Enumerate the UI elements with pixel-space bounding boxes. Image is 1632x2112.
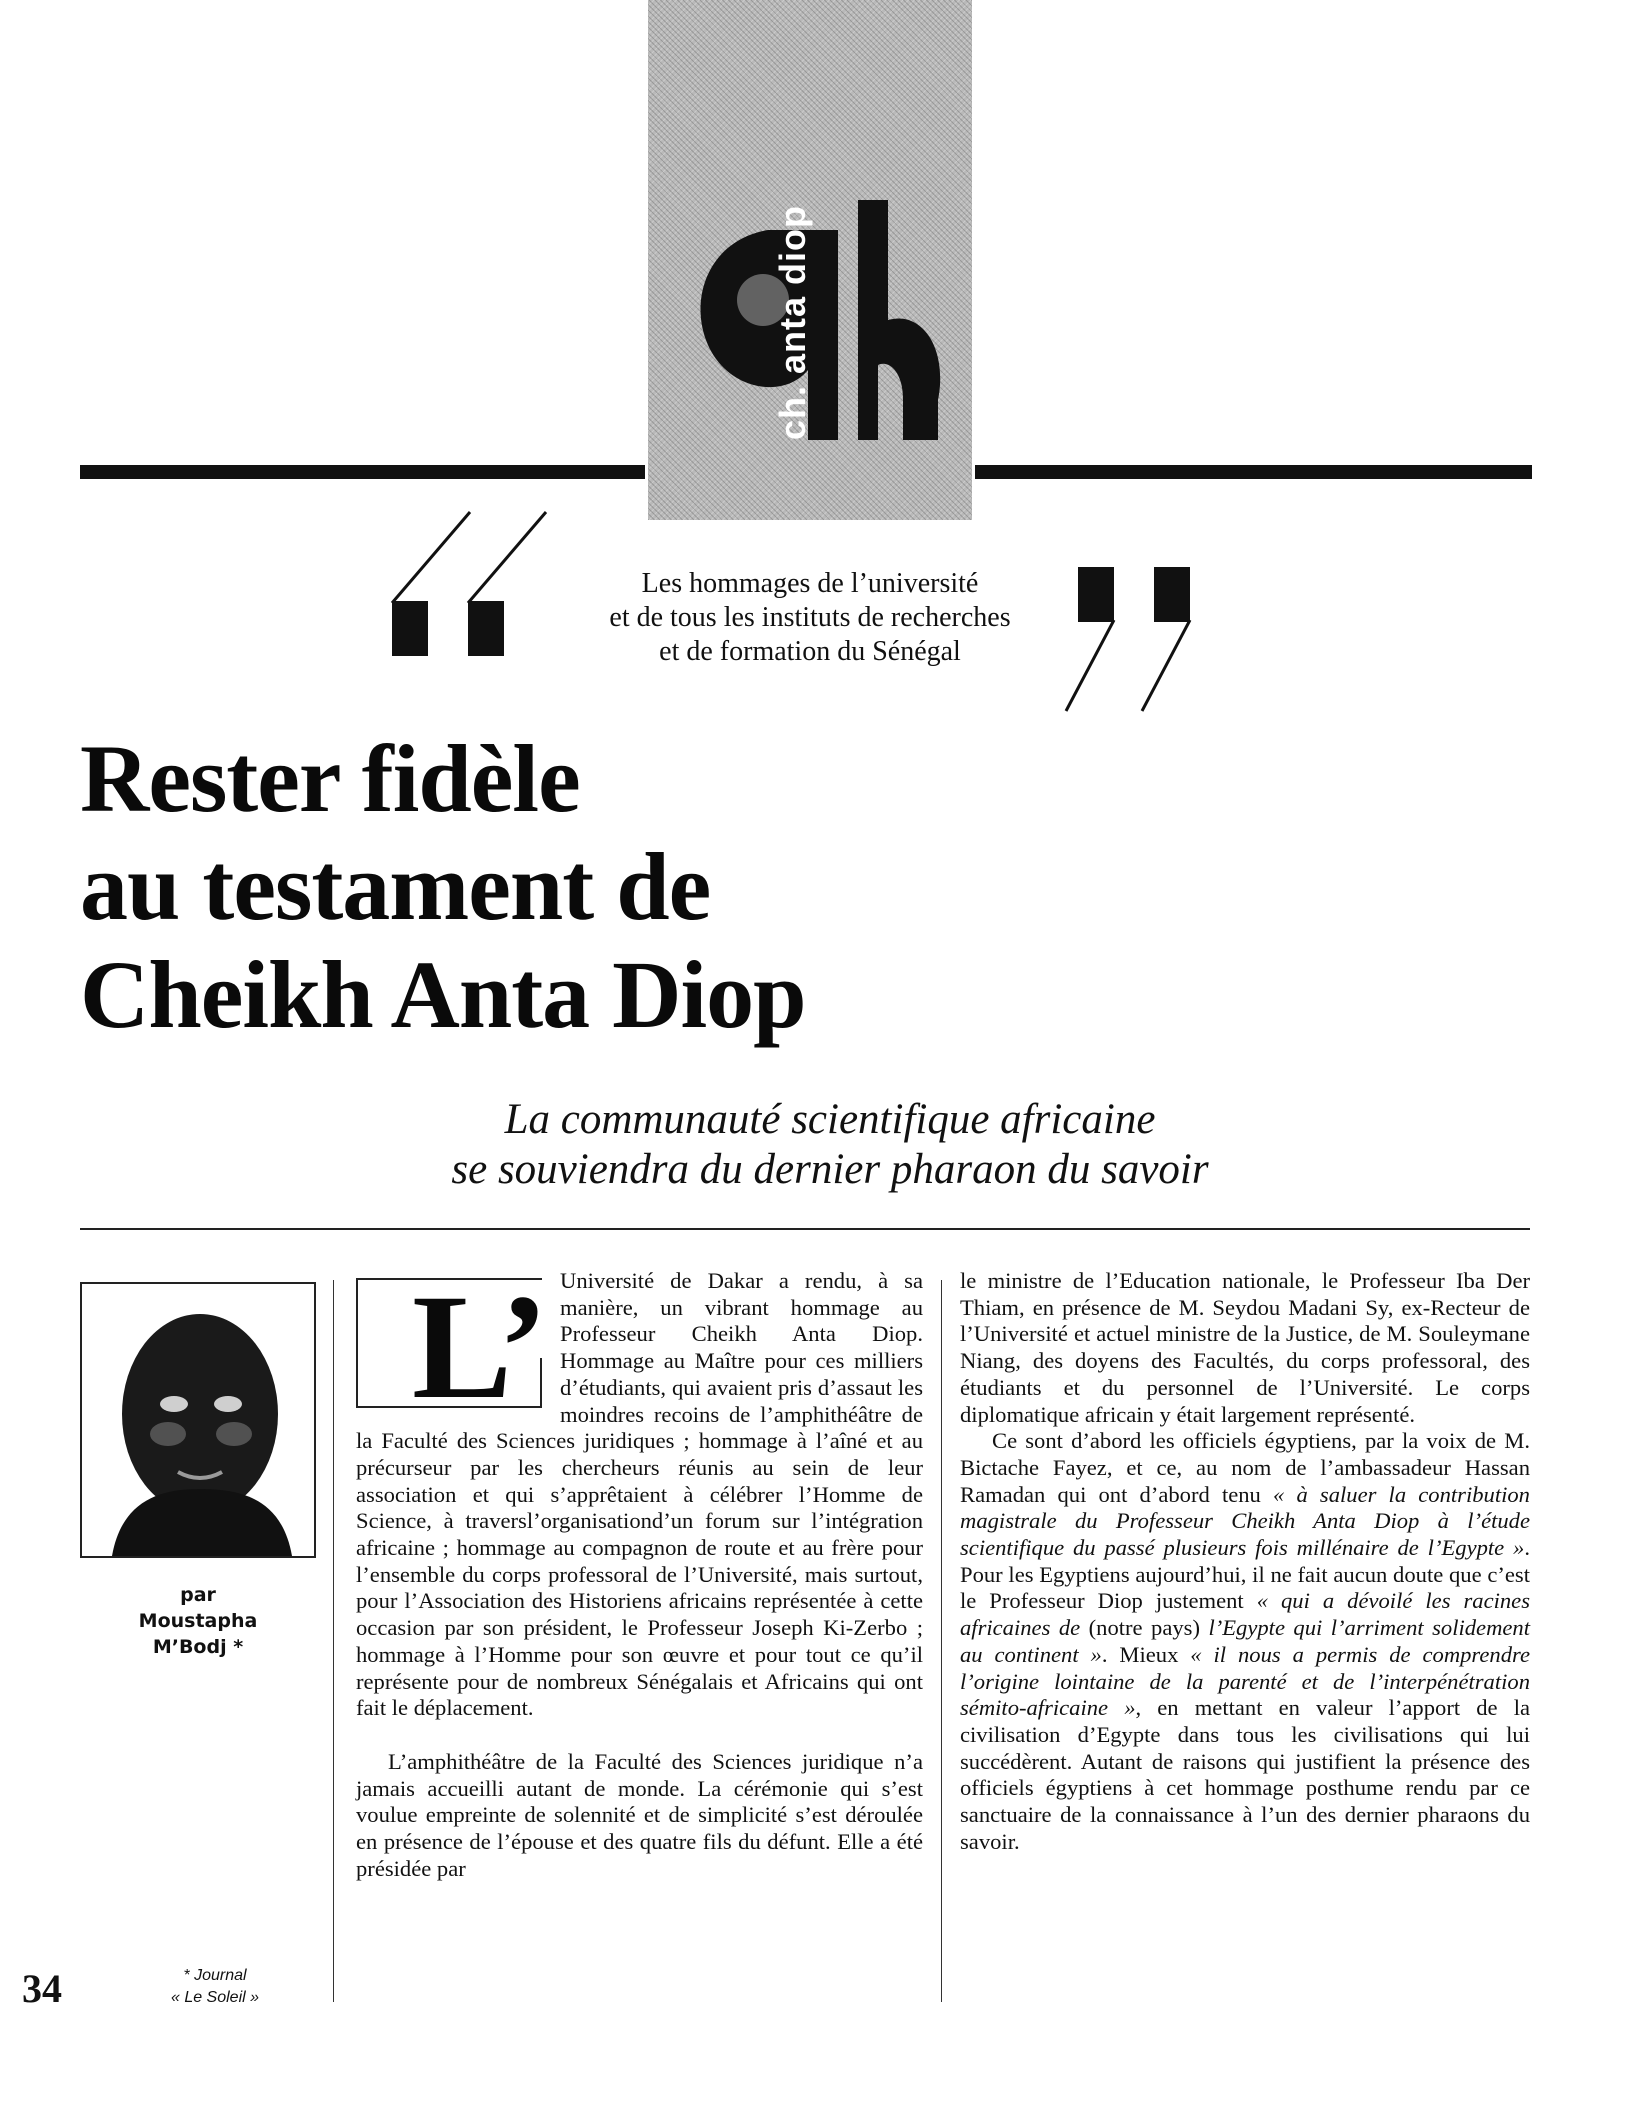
- col2-p2-text-c: (notre pays): [1080, 1615, 1209, 1641]
- kicker-line-3: et de formation du Sénégal: [659, 636, 961, 667]
- subhead-line-1: La communauté scientifique africaine: [504, 1096, 1156, 1143]
- col2-p2-quote-2: « qui a dévoilé les racines africaines de: [960, 1588, 1530, 1641]
- author-byline: [80, 1582, 316, 1660]
- col1-paragraph-2: L’amphithéâtre de la Faculté des Sciences juridique n’a jamais accueilli autant de monde. La cérémonie qui s’est voulue empreinte de solennité et de simplicité s’est déroulée en présence de l’épouse et des quatre fils du défunt. Elle a été présidée par: [356, 1748, 923, 1881]
- col2-paragraph-1: le ministre de l’Education nationale, le Professeur Iba Der Thiam, en présence de M. Seydou Madani Sy, ex-Recteur de l’Université et actuel ministre de la Justice, de M. Souleymane Niang, des doyens des Facultés, du corps professoral, des étudiants et du personnel de l’Université. Le corps diplomatique africain y était largement représenté.: [960, 1268, 1530, 1427]
- col2-p2-quote-1: « à saluer la contribution magistrale du Professeur Cheikh Anta Diop à l’étude scientifique du passé plusieurs fois millénaire de l’Egypte »: [960, 1481, 1530, 1561]
- col1-paragraph-1: Université de Dakar a rendu, à sa manière, un vibrant hommage au Professeur Cheikh Anta Diop. Hommage au Maître pour ces milliers d’étudiants, qui avaient pris d’assaut les moindres recoins de l’amphithéâtre de la Faculté des Sciences juridiques ; hommage à l’aîné et au précurseur par les chercheurs réunis au sein de leur association et qui s’apprêtaient à célébrer l’Homme de Science, à traversl’organisationd’un forum sur l’intégration africaine ; hommage au compagnon de route et au frère pour l’ensemble du corps professoral de l’Université, mais surtout, pour l’Association des Historiens africains représentée à cette occasion par son président, le Professeur Joseph Ki-Zerbo ; hommage à l’Homme pour son œuvre et pour tout ce qu’il représente pour de nombreux Sénégalais et Africains qui ont fait le déplacement.: [356, 1268, 923, 1721]
- kicker-line-1: Les hommages de l’université: [641, 568, 979, 599]
- close-quote-icon: [1062, 565, 1232, 715]
- dropcap-letter: L’: [412, 1264, 549, 1430]
- footnote-line-2: « Le Soleil »: [170, 1989, 260, 2006]
- banner-label: ch. anta diop: [772, 204, 813, 440]
- author-photo: [80, 1282, 316, 1558]
- section-divider: [80, 1228, 1530, 1230]
- footnote-line-1: * Journal: [183, 1967, 247, 1984]
- subhead-line-2: se souviendra du dernier pharaon du savoir: [451, 1146, 1209, 1193]
- headline-line-1: Rester fidèle: [80, 725, 580, 832]
- article-column-1: [356, 1264, 923, 1882]
- byline-last-name: M’Bodj *: [152, 1636, 244, 1658]
- header-rule-left: [80, 465, 645, 479]
- page-number: 34: [22, 1966, 62, 2011]
- byline-first-name: Moustapha: [138, 1610, 258, 1632]
- byline-par: par: [180, 1584, 216, 1606]
- headline-line-2: au testament de: [80, 833, 711, 940]
- author-footnote: [150, 1965, 280, 2009]
- col2-p2-quote-4: « il nous a permis de comprendre l’origine lointaine de la parenté et de l’interpénétration sémito-africaine »: [960, 1641, 1530, 1721]
- kicker-quote: [540, 567, 1080, 669]
- column-rule-2: [941, 1280, 942, 2002]
- article-headline: [80, 725, 1080, 1049]
- dropcap-frame: [356, 1264, 549, 1430]
- article-subhead: [330, 1095, 1330, 1195]
- column-rule-1: [333, 1280, 334, 2002]
- header-rule-right: [975, 465, 1532, 479]
- col2-p2-text-e: , en mettant en valeur l’apport de la civilisation d’Egypte dans tous les civilisations qui lui succédèrent. Autant de raisons qui justifient la présence des officiels égyptiens à cet hommage posthume rendu par ce sanctuaire de la connaissance à l’un des dernier pharaons du savoir.: [960, 1695, 1530, 1854]
- open-quote-icon: [388, 508, 558, 658]
- col2-p2-text-d: . Mieux: [1101, 1641, 1191, 1667]
- kicker-line-2: et de tous les instituts de recherches: [609, 602, 1011, 633]
- headline-line-3: Cheikh Anta Diop: [80, 941, 806, 1048]
- article-column-2: [960, 1268, 1530, 1855]
- col2-p2-quote-3: l’Egypte qui l’arriment solidement au continent »: [960, 1615, 1530, 1667]
- col2-p2-text-a: Ce sont d’abord les officiels égyptiens, par la voix de M. Bictache Fayez, et ce, au nom de l’ambassadeur Hassan Ramadan qui ont d’abord tenu: [960, 1428, 1530, 1507]
- author-portrait-graphic: [82, 1284, 314, 1556]
- col2-p2-text-b: . Pour les Egyptiens aujourd’hui, il ne fait aucun doute que c’est le Professeur Diop justement: [960, 1535, 1530, 1614]
- col2-paragraph-2: [960, 1428, 1530, 1855]
